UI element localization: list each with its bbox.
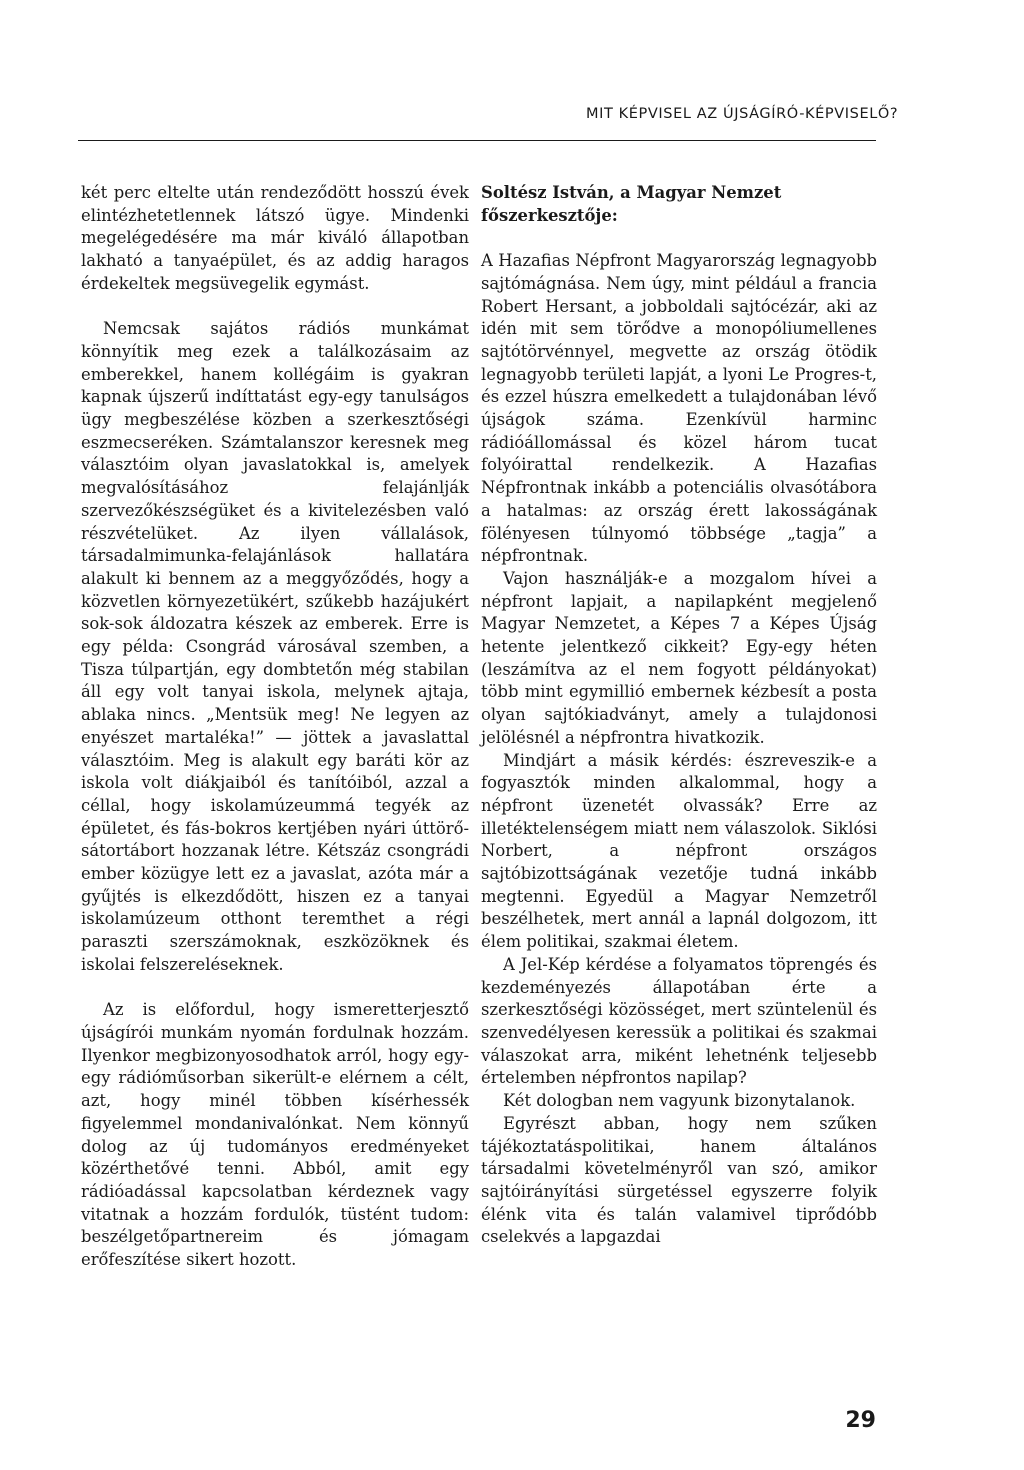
header-rule [78, 140, 876, 141]
paragraph: Mindjárt a másik kérdés: észreveszik-e a fogyasztók minden alkalommal, hogy a népfront üzenetét olvassák? Erre az illetéktelenségem miatt nem válaszolok. Siklósi Norbert, a népfront országos sajtóbizottságának vezetője tudná inkább megtenni. Egyedül a Magyar Nemzetről beszélhetek, mert annál a lapnál dolgozom, itt élem politikai, szakmai életem. [481, 750, 877, 952]
right-column [481, 182, 877, 1249]
paragraph: Egyrészt abban, hogy nem szűken tájékoztatáspolitikai, hanem általános társadalmi követelményről van szó, amikor sajtóirányítási sürgetéssel egyszerre folyik élénk vita és talán valamivel tiprődóbb cselekvés a lapgazdai [481, 1113, 877, 1247]
heading-line: főszerkesztője: [481, 205, 618, 225]
paragraph: A Jel-Kép kérdése a folyamatos töprengés és kezdeményezés állapotában érte a szerkesztőségi közösséget, mert szüntelenül és szenvedélyesen keressük a politikai és szakmai válaszokat arra, miként lehetnénk teljesebb értelemben népfrontos napilap? [481, 954, 877, 1088]
running-title: MIT KÉPVISEL AZ ÚJSÁGÍRÓ-KÉPVISELŐ? [586, 106, 899, 122]
paragraph: Az is előfordul, hogy ismeretterjesztő újságírói munkám nyomán fordulnak hozzám. Ilyenkor megbizonyosodhatok arról, hogy egy-egy rádióműsorban sikerült-e elérnem a célt, azt, hogy minél többen kísérhessék figyelemmel mondanivalónkat. Nem könnyű dolog az új tudományos eredményeket közérthetővé tenni. Abból, amit egy rádióadással kapcsolatban kérdeznek vagy vitatnak a hozzám fordulók, tüstént tudom: beszélgetőpartnereim és jómagam erőfeszítése sikert hozott. [81, 1000, 469, 1270]
page-number: 29 [845, 1408, 876, 1433]
section-heading [481, 182, 877, 227]
paragraph: Vajon használják-e a mozgalom hívei a népfront lapjait, a napilapként megjelenő Magyar Nemzetet, a Képes 7 a Képes Újság hetente jelentkező cikkeit? Egy-egy héten (leszámítva az el nem fogyott példányokat) több mint egymillió embernek kézbesít a posta olyan sajtókiadványt, amely a tulajdonosi jelölésnél a népfrontra hivatkozik. [481, 568, 877, 747]
heading-line: Soltész István, a Magyar Nemzet [481, 183, 782, 202]
paragraph: Két dologban nem vagyunk bizonytalanok. [503, 1091, 856, 1111]
paragraph: A Hazafias Népfront Magyarország legnagyobb sajtómágnása. Nem úgy, mint például a francia Robert Hersant, a jobboldali sajtócézár, aki az idén mit sem törődve a monopóliumellenes sajtótörvénnyel, megvette az ország ötödik legnagyobb területi lapját, a lyoni Le Progres-t, és ezzel húszra emelkedett a tulajdonában lévő újságok száma. Ezenkívül harminc rádióállomással és közel három tucat folyóirattal rendelkezik. A Hazafias Népfrontnak inkább a potenciális olvasótábora a hatalmas: az ország érett lakosságának fölényesen túlnyomó többsége „tagja” a népfrontnak. [481, 251, 877, 566]
paragraph: Nemcsak sajátos rádiós munkámat könnyítik meg ezek a találkozásaim az emberekkel, hanem kollégáim is gyakran kapnak újszerű indíttatást egy-egy tanulságos ügy megbeszélése közben a szerkesztőségi eszmecseréken. Számtalanszor keresnek meg választóim olyan javaslatokkal is, amelyek megvalósításához felajánlják szervezőkészségüket és a kivitelezésben való részvételüket. Az ilyen vállalások, társadalmimunka-felajánlások hallatára alakult ki bennem az a meggyőződés, hogy a közvetlen környezetükért, szűkebb hazájukért sok-sok áldozatra készek az emberek. Erre is egy példa: Csongrád városával szemben, a Tisza túlpartján, egy dombtetőn még stabilan áll egy volt tanyai iskola, melynek ajtaja, ablaka nincs. „Mentsük meg! Ne legyen az enyészet martaléka!” — jöttek a javaslattal választóim. Meg is alakult egy baráti kör az iskola volt diákjaiból és tanítóiból, azzal a céllal, hogy iskolamúzeummá tegyék az épületet, és fás-bokros kertjében nyári úttörő-sátortábort hozzanak létre. Kétszáz csongrádi ember közügye lett ez a javaslat, azóta már a gyűjtés is elkezdődött, hiszen ez a tanyai iskolamúzeum otthont teremthet a régi paraszti szerszámoknak, eszközöknek és iskolai felszereléseknek. [81, 319, 469, 974]
left-column [81, 182, 469, 1272]
paragraph: két perc eltelte után rendeződött hosszú évek elintézhetetlennek látszó ügye. Mindenki megelégedésére ma már kiváló állapotban lakható a tanyaépület, és az addig haragos érdekeltek megsüvegelik egymást. [81, 183, 469, 293]
